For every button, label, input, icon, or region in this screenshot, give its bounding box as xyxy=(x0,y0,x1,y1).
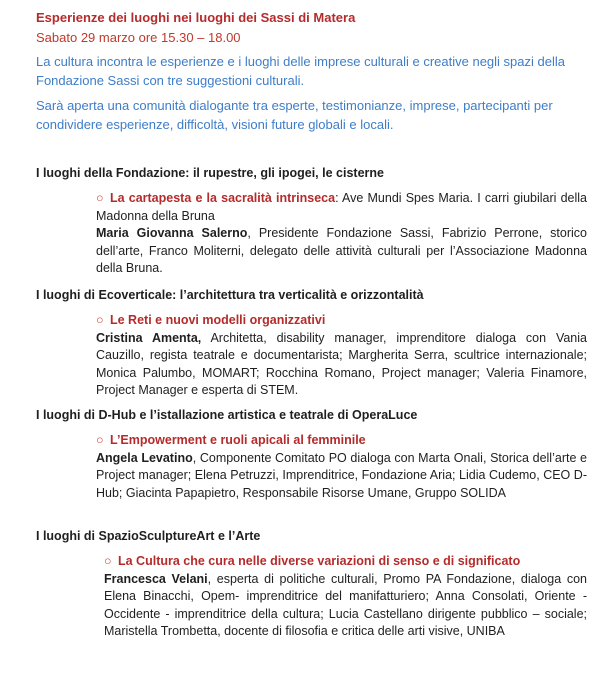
session-speakers: Architetta, disability manager, imprenditore dialoga con Vania Cauzillo, regista teatrale e documentarista; Margherita Serra, scultrice internazionale; Monica Palumbo, MOMART; Rocchina Romano, Project manager; Valeria Finamore, Project Manager e esperta di STEM. xyxy=(96,330,587,397)
event-title: Esperienze dei luoghi nei luoghi dei Sassi di Matera xyxy=(36,10,356,25)
section-heading-spaziosculptureart: I luoghi di SpazioSculptureArt e l’Arte xyxy=(36,529,261,543)
session-topic: Le Reti e nuovi modelli organizzativi xyxy=(110,313,326,327)
session-topic: L’Empowerment e ruoli apicali al femminile xyxy=(110,433,366,447)
session-lead-speaker: Angela Levatino xyxy=(96,450,193,465)
event-date-time: Sabato 29 marzo ore 15.30 – 18.00 xyxy=(36,30,241,45)
session-speakers: , Componente Comitato PO dialoga con Marta Onali, Storica dell’arte e Project manager; Elena Petruzzi, Imprenditrice, Fondazione Aria; Lidia Cudemo, CEO D-Hub; Giacinta Papapietro, Responsabile Risorse Umane, Gruppo SOLIDA xyxy=(96,450,587,500)
session-topic-line xyxy=(96,432,587,450)
session-dhub xyxy=(96,432,587,502)
session-topic-line xyxy=(96,190,587,225)
session-speakers: , esperta di politiche culturali, Promo PA Fondazione, dialoga con Elena Binacchi, Opem- imprenditrice del manifatturiero; Anna Consolati, Oriente - Occidente - imprenditrice della cultura; Lucia Castellano dirigente pubblico – sociale; Maristella Trombetta, docente di filosofia e critica delle arti visive, UNIBA xyxy=(104,571,587,638)
session-topic-description: : Ave Mundi Spes Maria. I carri giubilari della Madonna della Bruna xyxy=(96,191,587,223)
session-topic: La Cultura che cura nelle diverse variazioni di senso e di significato xyxy=(118,554,521,568)
intro-paragraph-2: Sarà aperta una comunità dialogante tra esperte, testimonianze, imprese, partecipanti per condividere esperienze, difficoltà, visioni future globali e locali. xyxy=(36,98,553,132)
session-lead-speaker: Cristina Amenta, xyxy=(96,330,202,345)
section-heading-ecoverticale: I luoghi di Ecoverticale: l’architettura tra verticalità e orizzontalità xyxy=(36,288,424,302)
session-lead-speaker: Maria Giovanna Salerno xyxy=(96,226,248,240)
circle-bullet-icon: ○ xyxy=(104,554,112,568)
session-ecoverticale xyxy=(96,312,587,400)
session-fondazione xyxy=(96,190,587,278)
session-speakers: , Presidente Fondazione Sassi, Fabrizio Perrone, storico dell’arte, Franco Moliterni, delegato delle attività culturali per l’Associazione Madonna della Bruna. xyxy=(96,226,587,275)
session-topic-line xyxy=(96,312,587,330)
section-heading-dhub: I luoghi di D-Hub e l’istallazione artistica e teatrale di OperaLuce xyxy=(36,408,418,422)
circle-bullet-icon: ○ xyxy=(96,433,104,447)
intro-paragraph-1: La cultura incontra le esperienze e i luoghi delle imprese culturali e creative negli spazi della Fondazione Sassi con tre suggestioni culturali. xyxy=(36,54,565,88)
session-topic-line xyxy=(104,553,587,571)
session-lead-speaker: Francesca Velani xyxy=(104,571,208,586)
circle-bullet-icon: ○ xyxy=(96,313,104,327)
section-heading-fondazione: I luoghi della Fondazione: il rupestre, gli ipogei, le cisterne xyxy=(36,166,384,180)
session-topic: La cartapesta e la sacralità intrinseca xyxy=(110,191,336,205)
session-spaziosculptureart xyxy=(104,553,587,641)
circle-bullet-icon: ○ xyxy=(96,191,104,205)
